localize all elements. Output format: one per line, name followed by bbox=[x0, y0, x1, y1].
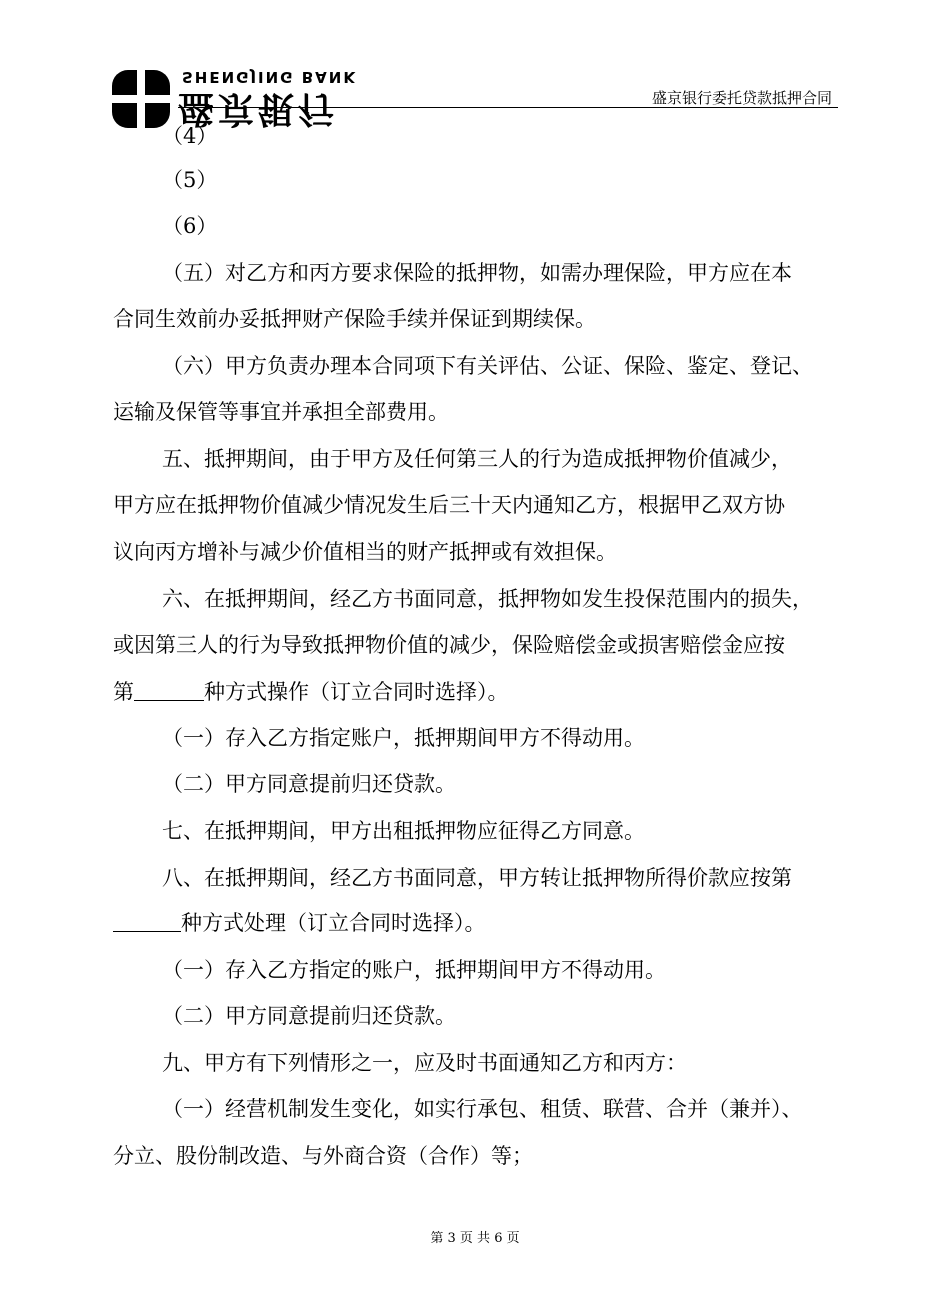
paragraph-line: （五）对乙方和丙方要求保险的抵押物，如需办理保险，甲方应在本 bbox=[162, 261, 792, 285]
paragraph-line bbox=[113, 909, 486, 937]
paragraph-line: （一）存入乙方指定的账户，抵押期间甲方不得动用。 bbox=[162, 958, 666, 982]
paragraph-line: 八、在抵押期间，经乙方书面同意，甲方转让抵押物所得价款应按第 bbox=[162, 866, 792, 890]
paragraph-line: 五、抵押期间，由于甲方及任何第三人的行为造成抵押物价值减少， bbox=[162, 447, 792, 471]
header-rule bbox=[178, 107, 838, 108]
paragraph-line: 六、在抵押期间，经乙方书面同意，抵押物如发生投保范围内的损失， bbox=[162, 587, 813, 611]
bank-logo-mark-icon bbox=[112, 70, 170, 128]
paragraph-line: 七、在抵押期间，甲方出租抵押物应征得乙方同意。 bbox=[162, 819, 645, 843]
paragraph-line: （一）经营机制发生变化，如实行承包、租赁、联营、合并（兼并）、 bbox=[162, 1097, 803, 1121]
fill-in-blank[interactable] bbox=[134, 678, 204, 701]
header-title: 盛京银行委托贷款抵押合同 bbox=[651, 89, 832, 107]
paragraph-line: 运输及保管等事宜并承担全部费用。 bbox=[113, 400, 449, 424]
paragraph-text: 种方式操作（订立合同时选择）。 bbox=[204, 680, 509, 704]
bank-logo bbox=[108, 66, 358, 132]
paragraph-text: 第 bbox=[113, 680, 134, 704]
paragraph-line: （二）甲方同意提前归还贷款。 bbox=[162, 1004, 456, 1028]
paragraph-line bbox=[113, 678, 509, 706]
paragraph-line: 甲方应在抵押物价值减少情况发生后三十天内通知乙方，根据甲乙双方协 bbox=[113, 493, 785, 517]
paragraph-line: （一）存入乙方指定账户，抵押期间甲方不得动用。 bbox=[162, 726, 645, 750]
paragraph-line: 或因第三人的行为导致抵押物价值的减少，保险赔偿金或损害赔偿金应按 bbox=[113, 633, 785, 657]
bank-logo-chinese: 盛京银行 bbox=[178, 88, 339, 129]
fill-in-blank[interactable] bbox=[113, 909, 181, 932]
paragraph-line: 合同生效前办妥抵押财产保险手续并保证到期续保。 bbox=[113, 307, 596, 331]
paragraph-line: 九、甲方有下列情形之一，应及时书面通知乙方和丙方： bbox=[162, 1051, 687, 1075]
paragraph-text: 种方式处理（订立合同时选择）。 bbox=[181, 911, 486, 935]
bank-logo-latin: SHENGJING BANK bbox=[182, 68, 357, 86]
paragraph-line: 议向丙方增补与减少价值相当的财产抵押或有效担保。 bbox=[113, 540, 617, 564]
paragraph-line: （5） bbox=[162, 168, 218, 192]
page-number: 第 3 页 共 6 页 bbox=[430, 1231, 520, 1246]
paragraph-line: 分立、股份制改造、与外商合资（合作）等； bbox=[113, 1144, 533, 1168]
paragraph-line: （4） bbox=[162, 124, 218, 148]
paragraph-line: （6） bbox=[162, 214, 218, 238]
paragraph-line: （六）甲方负责办理本合同项下有关评估、公证、保险、鉴定、登记、 bbox=[162, 354, 813, 378]
paragraph-line: （二）甲方同意提前归还贷款。 bbox=[162, 772, 456, 796]
